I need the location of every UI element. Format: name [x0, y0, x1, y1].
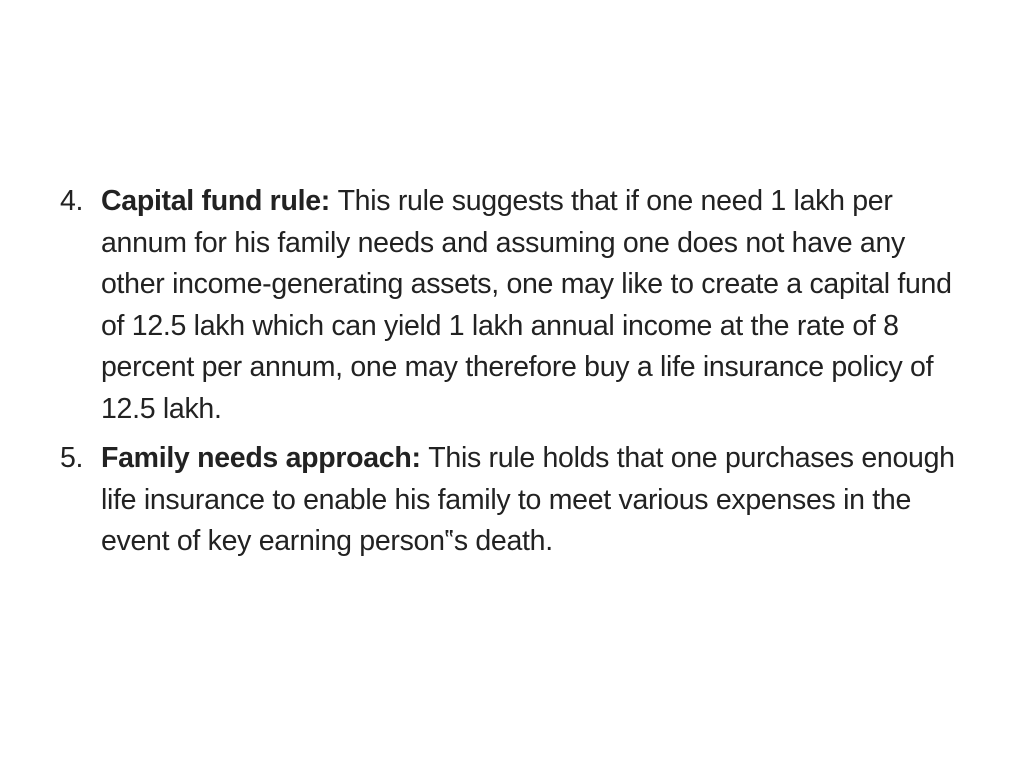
list-item-term: Family needs approach: — [101, 442, 429, 474]
list-item-text: This rule holds that one purchases enough life insurance to enable his family to meet various expenses in the event of key earning person‟s death. — [101, 442, 955, 557]
list-item-number: 5. — [60, 442, 84, 474]
list-item-capital-fund-rule — [60, 181, 975, 430]
list-item-family-needs-approach — [60, 438, 975, 563]
list-item-text: This rule suggests that if one need 1 lakh per annum for his family needs and assuming one does not have any other income-generating assets, one may like to create a capital fund of 12.5 lakh which can yield 1 lakh annual income at the rate of 8 percent per annum, one may therefore buy a life insurance policy of 12.5 lakh. — [101, 185, 952, 425]
list-item-number: 4. — [60, 185, 84, 217]
slide-body — [60, 181, 975, 571]
list-item-term: Capital fund rule: — [101, 185, 338, 217]
